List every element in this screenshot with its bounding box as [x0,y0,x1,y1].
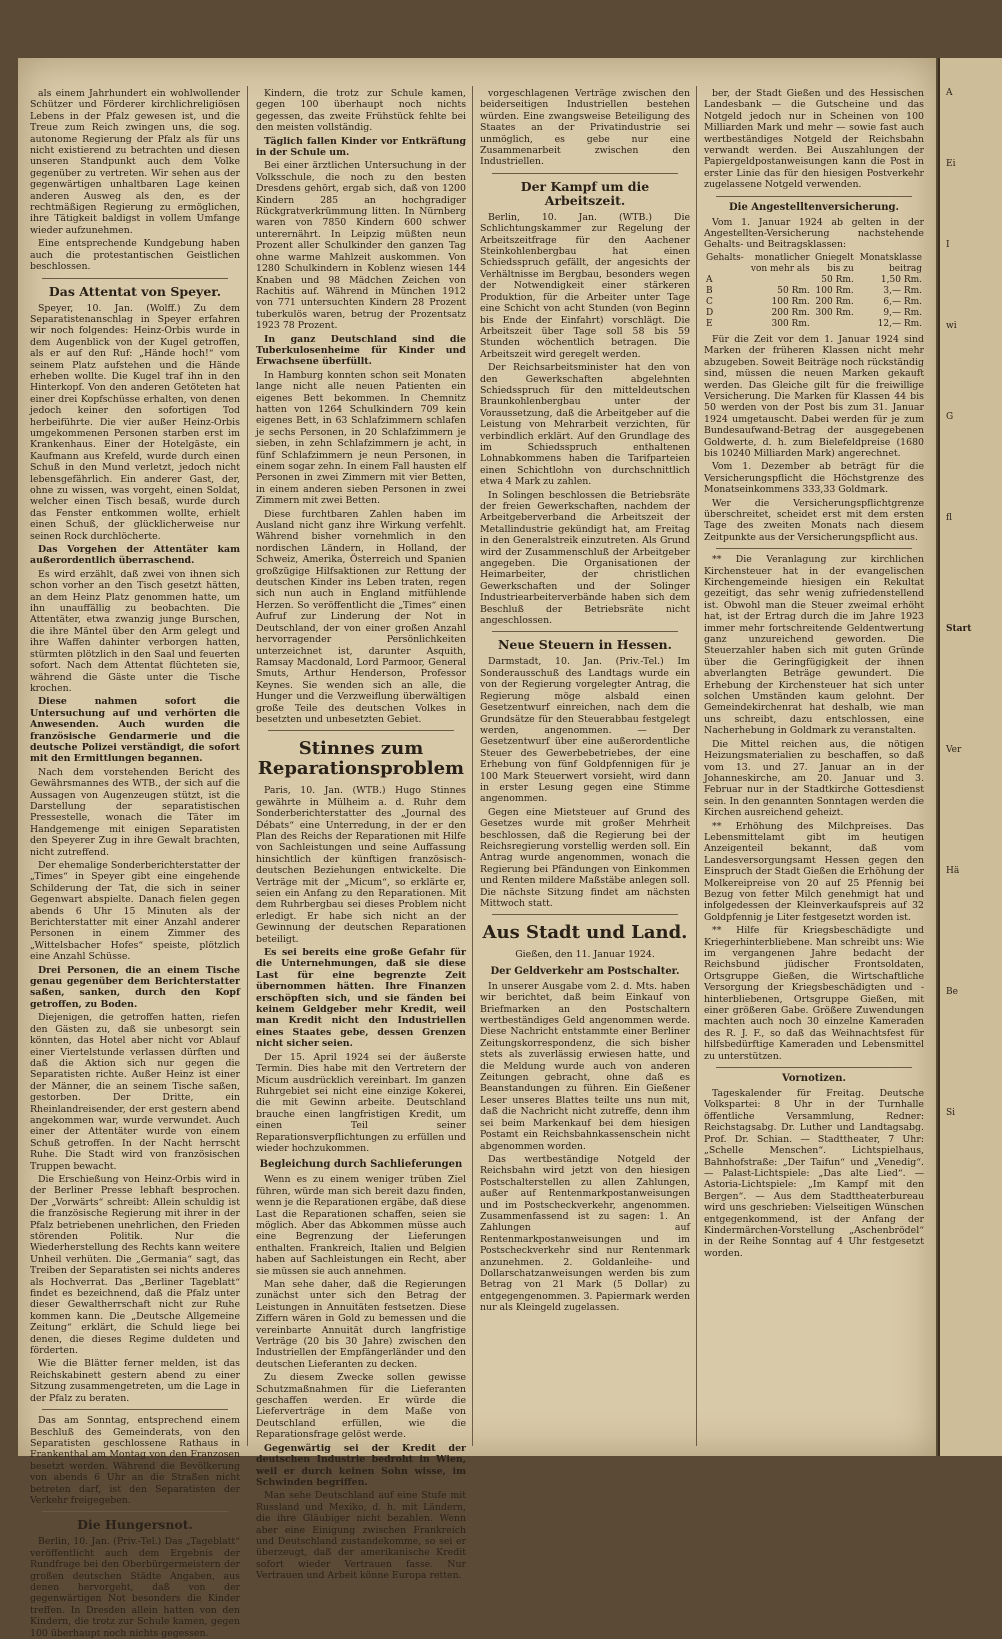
edge-line: Si [946,1108,956,1118]
subheadline-angestelltenversicherung: Die Angestelltenversicherung. [728,201,900,213]
paragraph: als einem Jahrhundert ein wohlwollender Schützer und Förderer kirchlichreligiösen Lebens in der Pfalz gewesen ist, und die Treue zum Reich zwingen uns, die sog. autonome Regierung der Pfalz als für uns nicht existierend zu betrachten und diesen unseren Standpunkt auch dem Volke gegenüber zu vertreten. Wir sehen aus der gegenwärtigen unhaltbaren Lage keinen anderen Ausweg als den, es der rechtmäßigen Regierung zu ermöglichen, ihre Tätigkeit baldigst in vollem Umfange wieder aufzunehmen. [30,88,240,236]
paragraph: Zu diesem Zwecke sollen gewisse Schutzmaßnahmen für die Lieferanten geschaffen werden. Er würde die Lieferverträge in dem Maße von Deutschland erfüllen, wie die Reparationsfrage gelöst werde. [256,1372,466,1441]
table-cell: 3,— Rm. [883,285,922,296]
paragraph: Die Erschießung von Heinz-Orbis wird in der Berliner Presse lebhaft besprochen. Der „Vorwärts“ schreibt: Allein schuldig ist die französische Regierung mit ihrer in der Pfalz betriebenen unehrlichen, den Frieden störenden Politik. Nur die Wiederherstellung des Rechts kann weitere Unheil verhüten. Die „Germania“ sagt, das Treiben der Separatisten sei nichts anderes als Hochverrat. Das „Berliner Tageblatt“ findet es bezeichnend, daß die Pfalz unter dieser Gewaltherrschaft nicht zur Ruhe kommen kann. Die „Deutsche Allgemeine Zeitung“ erklärt, die Schuld liege bei denen, die dieses Regime duldeten und förderten. [30,1173,240,1357]
paragraph: Berlin, 10. Jan. (Priv.-Tel.) Das „Tageblatt“ veröffentlicht auch dem Ergebnis der Rundfrage bei den Oberbürgermeistern der großen deutschen Städte Angaben, aus denen hervorgeht, daß von der gegenwärtigen Not besonders die Kinder treffen. In Dresden allein hatten von den Kindern, die trotz zur Schule kamen, gegen 100 überhaupt noch nichts gegessen. [30,1536,240,1639]
table-header: Gniegelt [814,252,854,263]
paragraph: Das am Sonntag, entsprechend einem Beschluß des Gemeinderats, von den Separatisten geschlossene Rathaus in Frankenthal am Montag von den Franzosen besetzt werden. Während die Bevölkerung von abends 6 Uhr an die Straßen nicht betreten darf, ist den Separatisten der Verkehr freigegeben. [30,1415,240,1506]
paragraph: Man sehe daher, daß die Regierungen zunächst unter sich den Betrag der Leistungen in Annuitäten festsetzen. Diese Ziffern wären in Gold zu bemessen und die vereinbarte Annuität durch langfristige Verträge (20 bis 30 Jahre) zwischen den Industriellen der Empfängerländer und den deutschen Lieferanten zu decken. [256,1279,466,1370]
table-cell: 200 Rm. [815,296,854,307]
paragraph: Tageskalender für Freitag. Deutsche Volkspartei: 8 Uhr in der Turnhalle öffentliche Versammlung, Redner: Reichstagsabg. Dr. Luther und Landtagsabg. Prof. Dr. Schian. — Stadttheater, 7 Uhr: „Schelle Menschen“. Lichtspielhaus, Bahnhofstraße: „Der Taifun“ und „Venedig“. — Palast-Lichtspiele: „Das alte Lied“. — Astoria-Lichtspiele: „Im Kampf mit den Bergen“. — Aus dem Stadttheaterbureau wird uns geschrieben: Vielseitigen Wünschen entgegenkommend, ist der Anfang der Kindermärchen-Vorstellung „Aschenbrödel“ in der Reihe Sonntag auf 4 Uhr festgesetzt worden. [704,1088,924,1259]
edge-line: Ver [946,745,962,755]
paragraph: ber, der Stadt Gießen und des Hessischen Landesbank — die Gutscheine und das Notgeld jedoch nur in Scheinen von 100 Milliarden Mark und mehr — sowie fast auch wertbeständiges Notgeld der Reichsbahn verwandt werden. Bei Auszahlungen der Papiergeldpostanweisungen kann die Post in erster Linie das für den hiesigen Postverkehr zugelassene Notgeld verwenden. [704,88,924,191]
subheadline-vornotizen: Vornotizen. [782,1073,846,1085]
paragraph: In unserer Ausgabe vom 2. d. Mts. haben wir berichtet, daß beim Einkauf von Briefmarken an den Postschaltern wertbeständiges Geld angenommen werde. Diese Nachricht entstammte einer Berliner Zeitungskorrespondenz, die sich bisher stets als zuverlässig erwiesen hatte, und die Meldung wurde auch von anderen Zeitungen gebracht, ohne daß es Beanstandungen zu führen. Ein Gießener Leser unseres Blattes teilte uns nun mit, daß die Nachricht nicht zutreffe, denn ihm sei beim Markenkauf bei dem hiesigen Postamt ein Reichsbahnkassenschein nicht abgenommen worden. [480,980,690,1152]
table-cell: 12,— Rm. [877,318,922,329]
paragraph: Der Reichsarbeitsminister hat den von den Gewerkschaften abgelehnten Schiedsspruch für den mitteldeutschen Braunkohlenbergbau unter der Voraussetzung, daß die Arbeitgeber auf die Leistung von Mehrarbeit verzichten, für verbindlich erklärt. Auf den Grundlage des im Schiedsspruch enthaltenen Lohnabkommens haben die Tarifparteien einen Schichtlohn von durchschnittlich etwa 4 Mark zu zahlen. [480,362,690,488]
table-cell [812,319,856,330]
table-header: beitrag [888,263,922,274]
edge-line: Be [946,987,958,997]
column-2 [256,88,466,1582]
paragraph: In Hamburg konnten schon seit Monaten lange nicht alle neuen Patienten ein eigenes Bett bekommen. In Chemnitz hatten von 1264 Schulkindern 709 kein eigenes Bett, in 63 Schlafzimmern schlafen je sechs Personen, in 20 Schlafzimmern je sieben, in zehn Schlafzimmern je acht, in fünf Schlafzimmern je neun Personen, in einem sogar zehn. In einem Fall hausten elf Personen in zwei Zimmern mit vier Betten, in einem anderen sieben Personen in zwei Zimmern mit zwei Betten. [256,369,466,507]
table-row [704,308,924,319]
adjacent-page-edge [938,58,1002,1456]
headline-hungersnot: Die Hungersnot. [77,1517,193,1533]
bold-paragraph: Diese nahmen sofort die Untersuchung auf und verhörten die Anwesenden. Auch wurden die französische Gendarmerie und die deutsche Polizei verständigt, die sofort mit den Ermittlungen begannen. [30,696,240,765]
paragraph: Vom 1. Dezember ab beträgt für die Versicherungspflicht die Höchstgrenze des Monatseinkommens 333,33 Goldmark. [704,461,924,496]
table-cell: D [706,307,714,318]
column-rule [247,86,248,1446]
table-header [704,264,747,275]
table-cell: 50 Rm. [821,274,854,285]
table-cell: 9,— Rm. [883,307,922,318]
paragraph: Wie die Blätter ferner melden, ist das Reichskabinett gestern abend zu einer Sitzung zusammengetreten, um die Lage in der Pfalz zu beraten. [30,1358,240,1404]
separator [716,196,912,197]
paragraph: Berlin, 10. Jan. (WTB.) Die Schlichtungskammer zur Regelung der Arbeitszeitfrage für den Aachener Steinkohlenbergbau hat einen Schiedsspruch gefällt, der angesichts der Verhältnisse im Bergbau, besonders wegen der Notwendigkeit einer stärkeren Produktion, für die Arbeiter unter Tage eine Schicht von acht Stunden (von Beginn bis Ende der Einfahrt) vorschlägt. Die Arbeitszeit über Tage soll 58 bis 59 Stunden wöchentlich betragen. Die Arbeitszeit wird geregelt werden. [480,211,690,360]
column-3 [480,88,690,1444]
separator [42,1511,228,1512]
paragraph: Paris, 10. Jan. (WTB.) Hugo Stinnes gewährte in Mülheim a. d. Ruhr dem Sonderberichterstatter des „Journal des Débats“ eine Unterredung, in der er den Plan des Reichs der Reparationen mit Hilfe von Sachleistungen und seine Auffassung hinsichtlich der künftigen französisch-deutschen Beziehungen entwickelte. Die Verträge mit der „Micum“, so erklärte er, seien ein Anfang zu den Reparationen. Mit dem Ruhrbergbau sei dieses Problem nicht erledigt. Er habe sich nicht an der Gewinnung der deutschen Reparationen beteiligt. [256,785,466,945]
paragraph: Nach dem vorstehenden Bericht des Gewährsmannes des WTB., der sich auf die Aussagen von Augenzeugen stützt, ist die Darstellung der separatistischen Pressestelle, wonach die Täter im Handgemenge mit einigen Separatisten den Speyerer Zug in ihre Gewalt brachten, nicht zutreffend. [30,766,240,858]
table-row [704,297,924,308]
table-header: Monatsklasse [859,252,922,263]
paragraph: Eine entsprechende Kundgebung haben auch die protestantischen Geistlichen beschlossen. [30,238,240,273]
paragraph: Das wertbeständige Notgeld der Reichsbahn wird jetzt von den hiesigen Postschalterstellen zu allen Zahlungen, außer auf Rentenmarkpostanweisungen und im Postscheckverkehr, angenommen. Zusammenfassend ist zu sagen: 1. An Zahlungen auf Rentenmarkpostanweisungen und im Postscheckverkehr sind nur Rentenmark anzunehmen. 2. Goldanleihe- und Dollarschatzanweisungen werden bis zum Betrag von 21 Mark (5 Dollar) zu entgegengenommen. 3. Papiermark werden nur als Kleingeld zugelassen. [480,1153,690,1314]
table-cell: 1,50 Rm. [880,274,922,285]
bold-paragraph: Es sei bereits eine große Gefahr für die Unternehmungen, daß sie diese Last für eine begrenzte Zeit übernommen hätten. Ihre Finanzen erschöpften sich, und sie fänden bei keinem Geldgeber mehr Kredit, weil man Kredit nicht den Industriellen eines Staates gebe, dessen Grenzen nicht sicher seien. [256,947,466,1050]
paragraph: ** Erhöhung des Milchpreises. Das Lebensmittelamt gibt im heutigen Anzeigenteil bekannt, daß vom Landesversorgungsamt Hessen gegen den Einspruch der Stadt Gießen die Erhöhung der Molkereipreise von 20 auf 25 Pfennig bei Bezug von fetter Milch genehmigt hat und infolgedessen der Kleinverkaufspreis auf 32 Goldpfennig je Liter festgesetzt worden ist. [704,820,924,923]
adjacent-page-text [940,58,1002,1119]
separator [42,278,228,279]
bold-paragraph: Das Vorgehen der Attentäter kam außerordentlich überraschend. [30,544,240,567]
paragraph: Bei einer ärztlichen Untersuchung in der Volksschule, die noch zu den besten Dresdens gehört, ergab sich, daß von 1200 Kindern 285 an hochgradiger Rückgratverkrümmung litten. In Nürnberg waren von 7850 Kindern 600 schwer unterernährt. In Leipzig müßten neun Prozent aller Schulkinder den ganzen Tag ohne warme Mahlzeit auskommen. Von 1280 Schulkindern in Koblenz wiesen 144 Knaben und 98 Mädchen Zeichen von Rachitis auf. Während in München 1912 von 771 untersuchten Kindern 28 Prozent tuberkulös waren, betrug der Prozentsatz 1923 78 Prozent. [256,160,466,332]
table-cell [747,275,812,286]
table-cell: 100 Rm. [771,296,810,307]
subheadline-sachlieferungen: Begleichung durch Sachlieferungen [259,1159,463,1171]
separator [42,1409,228,1410]
edge-line: I [946,240,950,250]
column-1 [30,88,240,1639]
paragraph: Für die Zeit vor dem 1. Januar 1924 sind Marken der früheren Klassen nicht mehr abzugeben. Soweit Beiträge noch rückständig sind, müssen die neuen Marken gekauft werden. Das Gleiche gilt für die freiwillige Versicherung. Die Marken für Klassen 44 bis 50 werden von der Post bis zum 31. Januar 1924 umgetauscht. Dabei werden für je zum Bundesaufwand-Betrag der ausgegebenen Goldwerte, d. h. zum Bielefeldpreise (1680 bis 10240 Milliarden Mark) angerechnet. [704,333,924,459]
paragraph: In Solingen beschlossen die Betriebsräte der freien Gewerkschaften, nachdem der Arbeitgeberverband die Arbeitszeit der Metallindustrie gekündigt hat, am Freitag in den Generalstreik einzutreten. Als Grund wird der Zusammenschluß der Arbeitgeber angegeben. Die Organisationen der Heimarbeiter, der christlichen Gewerkschaften und der Solinger Industriearbeiterverbände haben sich dem Beschluß der Betriebsräte nicht angeschlossen. [480,489,690,627]
paragraph: Diejenigen, die getroffen hatten, riefen den Gästen zu, daß sie unbesorgt sein könnten, das Hotel aber nicht vor Ablauf einer Viertelstunde verlassen dürften und daß die Aktion sich nur gegen die Separatisten richte. Außer Heinz ist einer der Männer, die an seinem Tische saßen, gestorben. Der Dritte, ein Rheinlandreisender, der erst gestern abend angekommen war, wurde verwundet. Auch einer der Attentäter wurde von einem Schuß getroffen. In der Nacht herrscht Ruhe. Die Stadt wird von französischen Truppen bewacht. [30,1012,240,1172]
table-cell: 6,— Rm. [883,296,922,307]
table-cell: C [706,296,713,307]
paragraph: Wenn es zu einem weniger trüben Ziel führen, würde man sich bereit dazu finden, wenn je die Reparationen ergäbe, daß diese Last die Reparationen schaffen, seien sie möglich. Aber das Abkommen müsse auch eine Begrenzung der Lieferungen enthalten. Frankreich, Italien und Belgien haben auf Sachleistungen ein Recht, aber sie müssen sie auch annehmen. [256,1174,466,1277]
edge-line: wi [946,321,957,331]
table-header: von mehr als [750,263,810,274]
paragraph: Diese furchtbaren Zahlen haben im Ausland nicht ganz ihre Wirkung verfehlt. Während bisher vornehmlich in den nordischen Ländern, in Holland, der Schweiz, Amerika, Österreich und Spanien großzügige Hilfsaktionen zur Rettung der deutschen Kinder ins Leben traten, regen sich nun auch in England mitfühlende Herzen. So veröffentlicht die „Times“ einen Aufruf zur Linderung der Not in Deutschland, der von einer großen Anzahl hervorragender Persönlichkeiten unterzeichnet ist, darunter Asquith, Ramsay Macdonald, Lord Parmoor, General Smuts, Arthur Henderson, Professor Keynes. Sie wenden sich an alle, die Hunger und die Verzweiflung überwältigen große Teile des deutschen Volkes in besetzten und unbesetzten Gebiet. [256,508,466,725]
edge-line: G [946,412,954,422]
headline-arbeitszeit: Der Kampf um die Arbeitszeit. [520,178,650,208]
headline-speyer: Das Attentat von Speyer. [48,283,222,299]
edge-line: A [946,88,953,98]
paragraph: ** Hilfe für Kriegsbeschädigte und Kriegerhinterbliebene. Man schreibt uns: Wie im vergangenen Jahre bedacht der Reichsbund jüdischer Frontsoldaten, Ortsgruppe Gießen, die Wirtschaftliche Versorgung der Kriegsbeschädigten und -hinterbliebenen, Ortsgruppe Gießen, mit einer größeren Gabe. Größere Zuwendungen machten auch noch 30 einzelne Kameraden des R. J. F., so daß das Weihnachtsfest für hilfsbedürftige Kameraden und Lebensmittel zu unterstützen. [704,925,924,1062]
bold-paragraph: Drei Personen, die an einem Tische genau gegenüber dem Berichterstatter saßen, sanken, durch den Kopf getroffen, zu Boden. [30,964,240,1010]
separator [492,173,678,174]
headline-steuern: Neue Steuern in Hessen. [497,637,672,653]
table-cell: 100 Rm. [815,285,854,296]
paragraph: Man sehe Deutschland auf eine Stufe mit Russland und Mexiko, d. h. mit Ländern, die ihre Gläubiger nicht bezahlen. Wenn aber eine Einigung zwischen Frankreich und Deutschland zustandekomme, so sei er überzeugt, daß der amerikanische Kredit sofort wieder Vertrauen fasse. Nur Vertrauen und Arbeit könne Europa retten. [256,1490,466,1582]
dateline: Gießen, den 11. Januar 1924. [515,949,655,961]
newspaper-page [18,58,936,1639]
paragraph: Speyer, 10. Jan. (Wolff.) Zu dem Separatistenanschlag in Speyer erfahren wir noch folgendes: Heinz-Orbis wurde in dem Augenblick von der Kugel getroffen, als er auf den Ruf: „Hände hoch!“ vom seinem Platz aufstehen und die Hände erheben wollte. Die Kugel traf ihn in den Hinterkopf. Von den anderen Getöteten hat einer drei Kopfschüsse erhalten, von denen jedoch keiner den sofortigen Tod herbeiführte. Die vier außer Heinz-Orbis umgekommenen Personen starben erst im Krankenhaus. Einer der Hotelgäste, ein Kaufmann aus Krefeld, wurde durch einen Schuß in den Mund verletzt, jedoch nicht lebensgefährlich. Ein anderer Gast, der, ohne zu wissen, was vorgeht, einen Soldat, welcher einen Tisch besaß, wurde durch das Fenster entkommen wollte, erhielt einen Schuß, der glücklicherweise nur seinen Rock durchlöcherte. [30,302,240,542]
paragraph: Wer die Versicherungspflichtgrenze überschreitet, scheidet erst mit dem ersten Tage des zweiten Monats nach diesem Zeitpunkte aus der Versicherungspflicht aus. [704,497,924,543]
edge-line: Ei [946,159,956,169]
paragraph: Die Mittel reichen aus, die nötigen Heizungsmaterialien zu beschaffen, so daß vom 13. und 27. Januar an in der Johanneskirche, am 20. Januar und 3. Februar nur in der Stadtkirche Gottesdienst sein. In den genannten Sonntagen werden die Kirchen ausreichend geheizt. [704,738,924,819]
table-cell: 50 Rm. [777,285,810,296]
separator [716,1067,912,1068]
table-row [704,286,924,297]
separator [492,914,678,915]
table-header: bis zu [827,263,854,274]
table-cell: 200 Rm. [771,307,810,318]
table-row [704,264,924,275]
bold-paragraph: In ganz Deutschland sind die Tuberkulosenheime für Kinder und Erwachsene überfüllt. [256,333,466,368]
table-cell: 300 Rm. [815,307,854,318]
paragraph: Darmstadt, 10. Jan. (Priv.-Tel.) Im Sonderausschuß des Landtags wurde ein von der Regierung vorgelegter Antrag, die Regierung möge alsbald einen Gesetzentwurf einreichen, nach dem die Grundsätze für den Steuerabbau festgelegt werden, angenommen. — Der Gesetzentwurf über eine außerordentliche Steuer des Gewerbebetriebes, der eine Erhebung von fünf Goldpfennigen für je 100 Mark Steuerwert vorsieht, wird dann in erster Lesung gegen eine Stimme angenommen. [480,656,690,805]
column-rule [696,86,697,1446]
table-cell: B [706,285,713,296]
table-cell: A [706,274,713,285]
column-4 [704,88,924,1444]
headline-stinnes: Stinnes zum Reparationsproblem [257,738,465,780]
paragraph: Gegen eine Mietsteuer auf Grund des Gesetzes wurde mit großer Mehrheit beschlossen, daß die Regierung bei der Reichsregierung vorstellig werden soll. Ein Antrag wurde angenommen, wonach die Regierung bei Pfändungen von Einkommen und Renten mildere Maßstäbe anlegen soll. Die nächste Sitzung findet am nächsten Mittwoch statt. [480,806,690,909]
table-header: monatlicher [754,252,810,263]
paragraph: vorgeschlagenen Verträge zwischen den beiderseitigen Industriellen bestehen würden. Eine zwangsweise Beteiligung des Staates an der Privatindustrie sei unmöglich, es gebe nur eine Zusammenarbeit zwischen den Industriellen. [480,88,690,168]
paragraph: Der ehemalige Sonderberichterstatter der „Times“ in Speyer gibt eine eingehende Schilderung der Tat, die sich in seiner Gegenwart abspielte. Danach fielen gegen abends 6 Uhr 15 Minuten als der Berichterstatter mit einer Anzahl anderer Personen in einem Zimmer des „Wittelsbacher Hofes“ speiste, plötzlich eine Anzahl Schüsse. [30,860,240,963]
table-row [704,319,924,330]
separator [268,730,454,731]
paragraph: ** Die Veranlagung zur kirchlichen Kirchensteuer hat in der evangelischen Kirchengemeinde hiesigen ein Rekultat gezeitigt, das sehr wenig zufriedenstellend ist. Obwohl man die Steuer zweimal erhöht hat, ist der Ertrag durch die im Jahre 1923 immer mehr fortschreitende Geldentwertung ganz unzureichend geworden. Die Steuerzahler haben sich mit guten Gründe über die Geringfügigkeit der ihnen abverlangten Beträge gewundert. Die Erhebung der Kirchensteuer hat sich unter solchen Umständen kaum gelohnt. Der Gemeindekirchenrat hat deshalb, wie man uns schreibt, dazu entschlossen, eine Nacherhebung in Goldmark zu veranstalten. [704,554,924,737]
bold-paragraph: Gegenwärtig sei der Kredit der deutschen Industrie bedroht in Wien, weil er durch keinen Sohn wisse, im Schwinden begriffen. [256,1442,466,1488]
column-rule [472,86,473,1446]
table-header: Gehalts- [706,252,744,263]
edge-line: Start [946,624,972,634]
paragraph: Vom 1. Januar 1924 ab gelten in der Angestellten-Versicherung nachstehende Gehalts- und Beitragsklassen: [704,216,924,251]
edge-line: Hä [946,866,960,876]
headline-stadt-und-land: Aus Stadt und Land. [482,922,688,944]
paragraph: Kindern, die trotz zur Schule kamen, gegen 100 überhaupt noch nichts gegessen, das zweite Frühstück fehlte bei den meisten vollständig. [256,88,466,134]
paragraph: Es wird erzählt, daß zwei von ihnen sich schon vorher an den Tisch gesetzt hätten, an dem Heinz Platz genommen hatte, um ihn unauffällig zu beobachten. Die Attentäter, etwa zwanzig junge Burschen, die ihre Mäntel über den Arm gelegt und ihre Waffen dahinter verborgen hatten, stürmten plötzlich in den Saal und feuerten sofort. Nach dem Attentat flüchteten sie, während die Gäste unter die Tische krochen. [30,568,240,694]
edge-line: fl [946,513,953,523]
table-cell: 300 Rm. [771,318,810,329]
paragraph: Der 15. April 1924 sei der äußerste Termin. Dies habe mit den Vertretern der Micum ausdrücklich vereinbart. Im ganzen Ruhrgebiet sei nicht eine einzige Kokerei, die mit Gewinn arbeite. Deutschland brauche einen langfristigen Kredit, um einen Teil seiner Reparationsverpflichtungen zu erfüllen und wieder hochzukommen. [256,1051,466,1154]
subheadline-geldverkehr: Der Geldverkehr am Postschalter. [490,965,680,977]
separator [716,548,912,549]
table-row [704,253,924,264]
table-cell: E [706,318,713,329]
separator [492,631,678,632]
bold-paragraph: Täglich fallen Kinder vor Entkräftung in der Schule um. [256,135,466,159]
table-row [704,275,924,286]
rates-table [704,253,924,330]
